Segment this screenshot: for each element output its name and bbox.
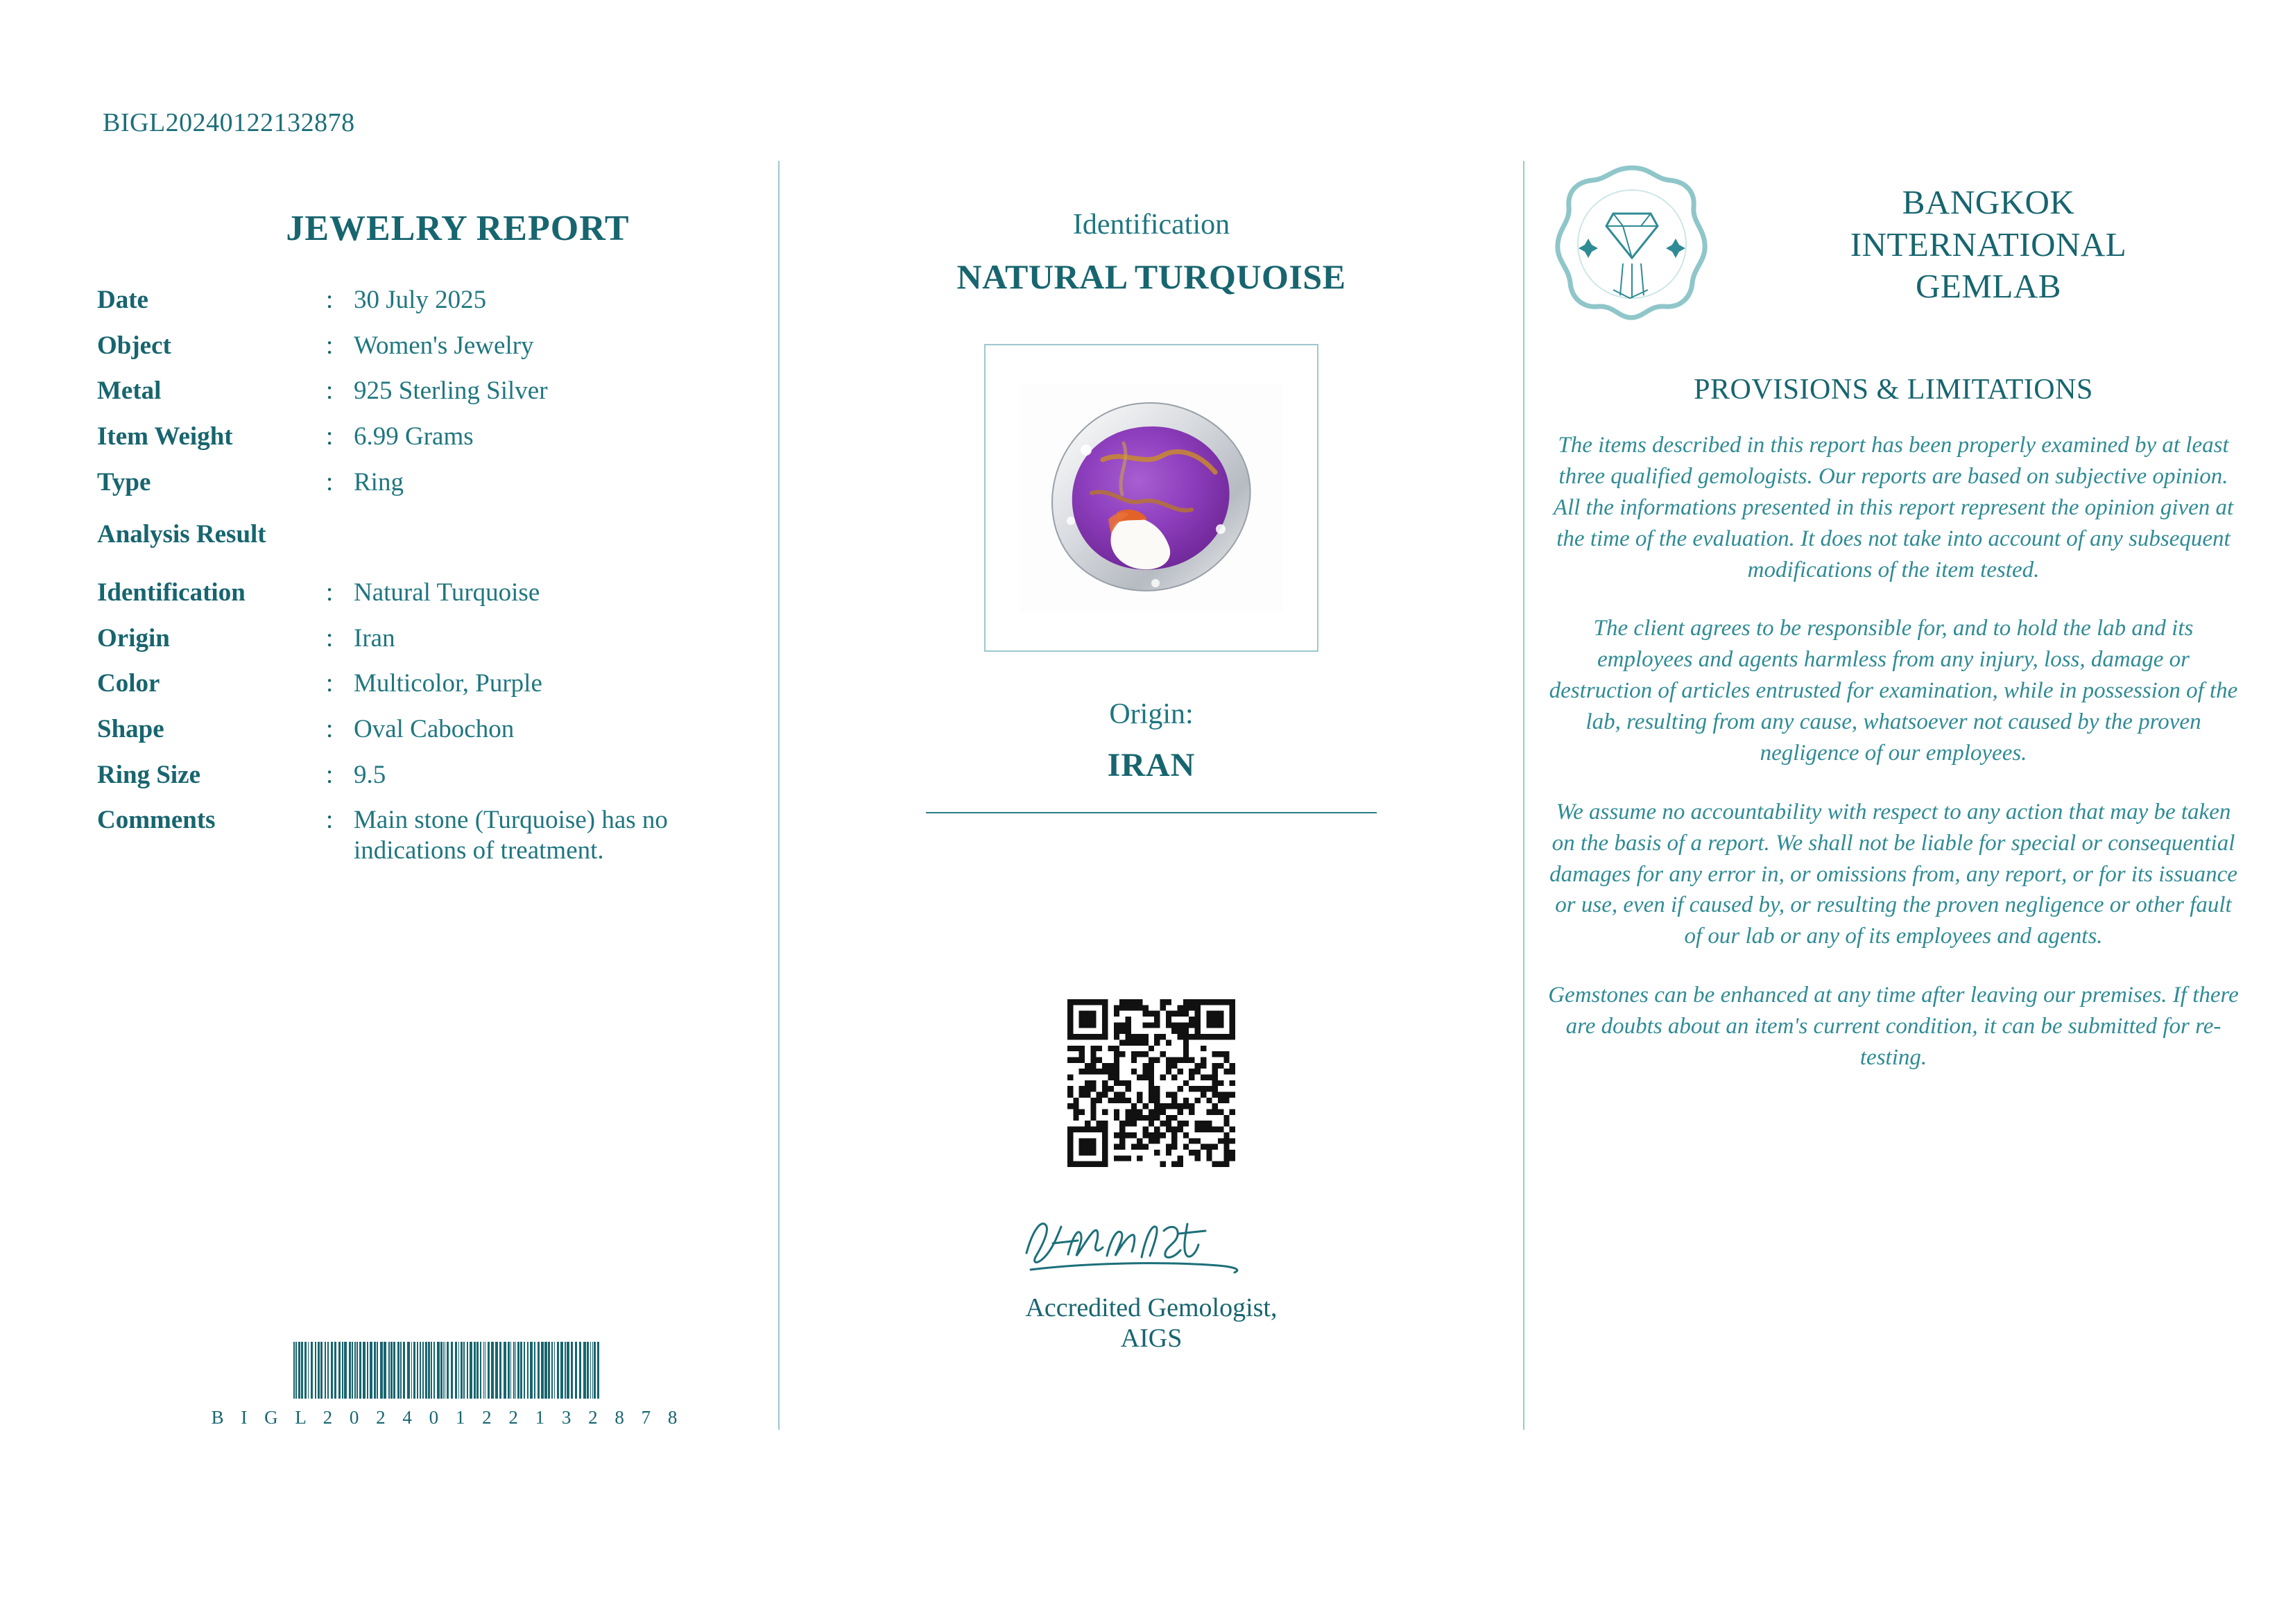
page-title: JEWELRY REPORT (286, 209, 630, 248)
right-column (1547, 159, 2240, 1101)
field-value: 6.99 Grams (354, 422, 474, 451)
field-colon: : (326, 669, 334, 698)
table-row (97, 467, 763, 513)
barcode-text: B I G L 2 0 2 4 0 1 2 2 1 3 2 8 7 8 (211, 1407, 684, 1428)
table-row (97, 623, 763, 669)
field-label: Type (97, 467, 151, 496)
field-value: 9.5 (354, 760, 386, 789)
details-table (97, 285, 763, 881)
field-label: Color (97, 669, 160, 698)
qr-code[interactable] (1067, 999, 1235, 1167)
field-value: Natural Turquoise (354, 578, 540, 607)
table-row (97, 760, 763, 806)
field-label: Object (97, 331, 171, 360)
field-colon: : (326, 806, 334, 835)
report-number: BIGL20240122132878 (103, 108, 355, 137)
barcode-bars (208, 1342, 687, 1399)
field-colon: : (326, 422, 334, 451)
field-label: Item Weight (97, 422, 233, 451)
field-label: Shape (97, 714, 164, 743)
field-colon: : (326, 760, 334, 789)
middle-column (798, 208, 1505, 1353)
barcode (208, 1342, 687, 1428)
field-value: Women's Jewelry (354, 331, 534, 360)
field-colon: : (326, 623, 334, 653)
brand-line-1: BANGKOK (1902, 182, 2075, 221)
signature-caption: Accredited Gemologist, AIGS (1025, 1293, 1278, 1353)
field-value: Multicolor, Purple (354, 669, 542, 698)
field-value: Ring (354, 467, 404, 496)
field-colon: : (326, 578, 334, 607)
field-colon: : (326, 331, 334, 360)
column-divider-right (1523, 161, 1524, 1430)
table-row (97, 422, 763, 467)
field-label: Identification (97, 578, 246, 607)
brand-line-3: GEMLAB (1916, 267, 2061, 306)
field-value: Oval Cabochon (354, 714, 515, 743)
field-value: Main stone (Turquoise) has no indications of treatment. (354, 806, 668, 865)
origin-value: IRAN (1107, 747, 1196, 784)
divider-rule (926, 812, 1377, 813)
field-label: Comments (97, 806, 216, 835)
ring-illustration (1020, 383, 1283, 612)
signature-image (1006, 1203, 1297, 1279)
provisions-body (1547, 430, 2240, 1073)
table-row (97, 331, 763, 377)
gemlab-logo-icon (1547, 159, 1717, 330)
provisions-title: PROVISIONS & LIMITATIONS (1694, 374, 2093, 406)
logo-image (1547, 159, 1717, 330)
field-value: 30 July 2025 (354, 286, 487, 314)
field-colon: : (326, 714, 334, 743)
field-label: Origin (97, 623, 170, 653)
field-colon: : (326, 286, 334, 314)
provisions-paragraph: The items described in this report has been properly examined by at least three qualified gemologists. Our reports are based on subjective opinion. All the informations presented in this report represent the opinion given at the time of the evaluation. It does not take into account of any subsequent modifications of the item tested. (1553, 433, 2234, 582)
table-row (97, 805, 763, 881)
table-row (97, 376, 763, 422)
table-row (97, 668, 763, 714)
field-label: Date (97, 286, 148, 314)
field-label: Ring Size (97, 760, 201, 789)
signature (1006, 1203, 1297, 1353)
provisions-paragraph: The client agrees to be responsible for, and to hold the lab and its employees and agents harmless from any injury, loss, damage or destruction of articles entrusted for examination, while in possession of the lab, resulting from any cause, whatsoever not caused by the proven negligence of our employees. (1549, 616, 2238, 766)
analysis-heading-row (97, 512, 763, 578)
origin-label: Origin: (1109, 698, 1194, 730)
field-value: 925 Sterling Silver (354, 377, 548, 406)
field-value: Iran (354, 623, 395, 653)
identification-label: Identification (1072, 209, 1230, 241)
column-divider-left (778, 161, 780, 1430)
identification-value: NATURAL TURQUOISE (956, 257, 1346, 296)
analysis-heading: Analysis Result (97, 520, 266, 549)
left-column (97, 208, 763, 881)
gem-photo (1020, 383, 1283, 612)
brand-title (1737, 182, 2240, 308)
field-colon: : (326, 467, 334, 496)
table-row (97, 578, 763, 623)
brand-header (1547, 159, 2240, 330)
field-colon: : (326, 377, 334, 406)
provisions-paragraph: We assume no accountability with respect to any action that may be taken on the basis of a report. We shall not be liable for special or consequential damages for any error in, or omissions from, any report, or for its issuance or use, even if caused by, or resulting the proven negligence or other fault of our lab or any of its employees and agents. (1549, 799, 2237, 949)
table-row (97, 285, 763, 331)
brand-line-2: INTERNATIONAL (1850, 225, 2127, 264)
gem-photo-frame (984, 344, 1318, 652)
table-row (97, 714, 763, 760)
provisions-paragraph: Gemstones can be enhanced at any time after leaving our premises. If there are doubts about an item's current condition, it can be submitted for re-testing. (1548, 983, 2239, 1070)
qr-code-image (1067, 999, 1235, 1167)
field-label: Metal (97, 377, 162, 406)
